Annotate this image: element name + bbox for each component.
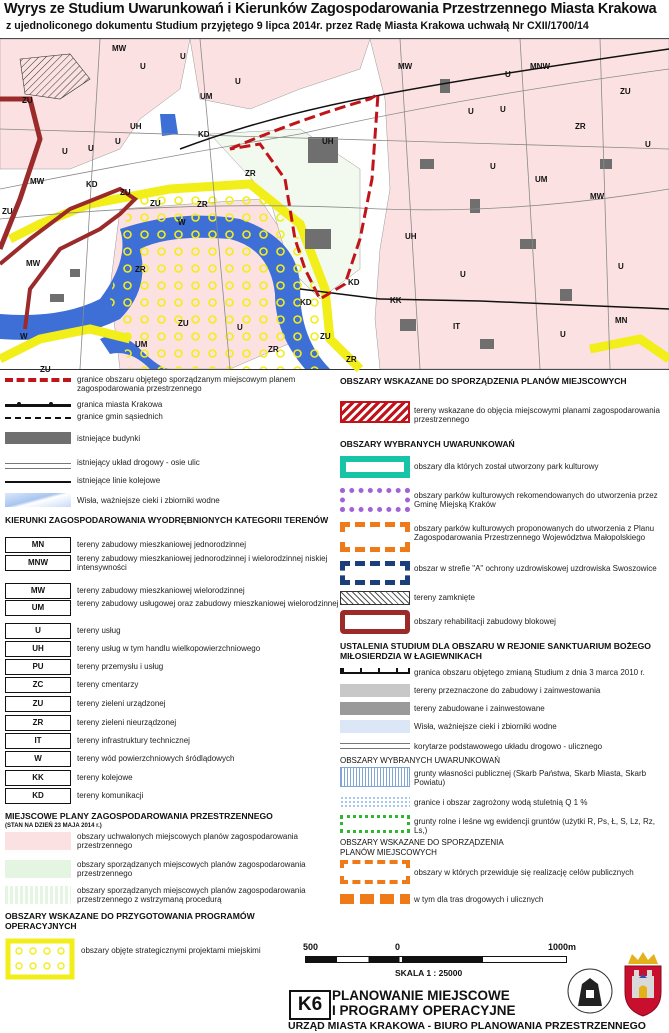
kierunek-text: tereny usług w tym handlu wielkopowierzchniowego <box>77 644 261 653</box>
legend-row-roads: istniejący układ drogowy - osie ulic <box>5 458 335 477</box>
legend-row-kierunek <box>5 733 335 752</box>
legend-row-kierunek <box>5 677 335 696</box>
footer-title-line1: PLANOWANIE MIEJSCOWE <box>332 988 510 1003</box>
legend-row-kierunek <box>5 599 339 619</box>
svg-text:MNW: MNW <box>530 62 550 71</box>
bpp-logo-icon <box>560 966 620 1016</box>
svg-text:U: U <box>505 70 511 79</box>
svg-text:ZU: ZU <box>178 319 189 328</box>
svg-text:U: U <box>180 52 186 61</box>
map-title: Wyrys ze Studium Uwarunkowań i Kierunków Zagospodarowania Przestrzennego Miasta Krakowa <box>4 1 657 17</box>
legend-row-kierunek <box>5 751 335 770</box>
legend-row-kierunek <box>5 555 335 574</box>
svg-text:U: U <box>140 62 146 71</box>
kierunek-text: tereny infrastruktury technicznej <box>77 736 190 745</box>
svg-text:U: U <box>490 162 496 171</box>
footer-org: URZĄD MIASTA KRAKOWA - BIURO PLANOWANIA PRZESTRZENNEGO <box>288 1020 646 1032</box>
uwar-heading: OBSZARY WYBRANYCH UWARUNKOWAŃ <box>340 439 515 449</box>
svg-text:U: U <box>460 270 466 279</box>
svg-text:ZU: ZU <box>120 188 131 197</box>
krakow-coat-of-arms-icon <box>620 950 666 1018</box>
kierunek-code: UM <box>5 600 71 616</box>
svg-text:ZU: ZU <box>22 96 33 105</box>
kierunek-text: tereny usług <box>77 626 121 635</box>
plany-heading: MIEJSCOWE PLANY ZAGOSPODAROWANIA PRZESTRZENNEGO <box>5 811 273 821</box>
kierunek-code: ZR <box>5 715 71 731</box>
kierunek-text: tereny komunikacji <box>77 791 144 800</box>
kierunek-text: tereny kolejowe <box>77 773 133 782</box>
svg-text:MW: MW <box>112 44 127 53</box>
svg-text:U: U <box>62 147 68 156</box>
kierunek-text: tereny przemysłu i usług <box>77 662 164 671</box>
sank-heading: USTALENIA STUDIUM DLA OBSZARU W REJONIE SANKTUARIUM BOŻEGO MIŁOSIERDZIA W ŁAGIEWNIKACH <box>340 641 651 661</box>
svg-text:U: U <box>235 77 241 86</box>
legend-row-kierunek <box>5 623 335 642</box>
kierunek-text: tereny zieleni nieurządzonej <box>77 718 177 727</box>
kierunek-text: tereny zabudowy usługowej oraz zabudowy mieszkaniowej wielorodzinnej <box>77 599 339 608</box>
svg-text:ZR: ZR <box>197 200 208 209</box>
kierunek-text: tereny zabudowy mieszkaniowej jednorodzinnej i wielorodzinnej niskiej intensywności <box>77 554 328 572</box>
svg-text:ZU: ZU <box>2 207 13 216</box>
svg-text:U: U <box>645 140 651 149</box>
svg-text:ZU: ZU <box>40 365 51 374</box>
footer-title-line2: I PROGRAMY OPERACYJNE <box>332 1003 516 1018</box>
map-area[interactable] <box>0 38 669 374</box>
sheet-code: K6 <box>289 990 331 1020</box>
svg-text:UH: UH <box>405 232 417 241</box>
svg-text:UM: UM <box>535 175 548 184</box>
kierunek-code: U <box>5 623 71 639</box>
legend-row-buildings: istniejące budynki <box>5 432 335 451</box>
legend-row-city-boundary: granica miasta Krakowa <box>5 400 335 419</box>
svg-text:MN: MN <box>615 316 628 325</box>
svg-text:KD: KD <box>300 298 312 307</box>
sank-uwar-heading: OBSZARY WYBRANYCH UWARUNKOWAŃ <box>340 756 501 765</box>
svg-text:ZR: ZR <box>268 345 279 354</box>
kierunek-text: tereny zabudowy mieszkaniowej jednorodzinnej <box>77 540 246 549</box>
legend-row-plan-sporzadzane: obszary sporządzanych miejscowych planów zagospodarowania przestrzennego <box>5 860 335 879</box>
kierunek-code: MW <box>5 583 71 599</box>
legend-row-plan-wstrzymane: obszary sporządzanych miejscowych planów zagospodarowania przestrzennego z wstrzymaną procedurą <box>5 886 335 905</box>
kierunki-heading: KIERUNKI ZAGOSPODAROWANIA WYODRĘBNIONYCH KATEGORII TERENÓW <box>5 515 329 525</box>
legend-row-kierunek <box>5 641 335 660</box>
legend-row-plan-uchwalone: obszary uchwalonych miejscowych planów zagospodarowania przestrzennego <box>5 832 335 851</box>
svg-text:MW: MW <box>590 192 605 201</box>
legend-row-plan-boundary: granice obszaru objętego sporządzanym miejscowym planem zagospodarowania przestrzennego <box>5 375 335 394</box>
kierunek-code: ZU <box>5 696 71 712</box>
kierunek-code: PU <box>5 659 71 675</box>
svg-text:ZU: ZU <box>150 199 161 208</box>
svg-text:W: W <box>178 218 186 227</box>
svg-text:ZU: ZU <box>320 332 331 341</box>
kierunek-code: ZC <box>5 677 71 693</box>
map-canvas <box>0 39 669 374</box>
svg-text:U: U <box>468 107 474 116</box>
legend-row-rail: istniejące linie kolejowe <box>5 476 335 495</box>
svg-text:ZU: ZU <box>620 87 631 96</box>
right-plany-heading: OBSZARY WSKAZANE DO SPORZĄDZENIA PLANÓW MIEJSCOWYCH <box>340 376 627 386</box>
plany-sub: (STAN NA DZIEŃ 23 MAJA 2014 r.) <box>5 823 102 829</box>
svg-text:MW: MW <box>26 259 41 268</box>
svg-text:ZR: ZR <box>575 122 586 131</box>
kierunek-code: KD <box>5 788 71 804</box>
kierunek-text: tereny zieleni urządzonej <box>77 699 166 708</box>
legend-row-water: Wisła, ważniejsze cieki i zbiorniki wodne <box>5 493 335 512</box>
svg-text:U: U <box>560 330 566 339</box>
legend-row-kierunek <box>5 715 335 734</box>
map-subtitle: z ujednoliconego dokumentu Studium przyjętego 9 lipca 2014r. przez Radę Miasta Krakowa uchwałą Nr CXII/1700/14 <box>6 20 589 32</box>
svg-text:UH: UH <box>322 137 334 146</box>
svg-text:U: U <box>88 144 94 153</box>
svg-text:ZR: ZR <box>135 265 146 274</box>
svg-text:IT: IT <box>453 322 461 331</box>
kierunek-text: tereny cmentarzy <box>77 680 139 689</box>
kierunek-code: MN <box>5 537 71 553</box>
kierunek-code: W <box>5 751 71 767</box>
svg-text:MW: MW <box>30 177 45 186</box>
kierunek-code: KK <box>5 770 71 786</box>
legend-row-kierunek <box>5 696 335 715</box>
svg-text:W: W <box>20 332 28 341</box>
legend-row-programy: obszary objęte strategicznymi projektami miejskimi <box>5 938 335 978</box>
sank-plany-heading: OBSZARY WSKAZANE DO SPORZĄDZENIA PLANÓW MIEJSCOWYCH <box>340 838 504 857</box>
scale-graphic <box>305 956 567 963</box>
svg-text:KD: KD <box>198 130 210 139</box>
svg-text:ZR: ZR <box>245 169 256 178</box>
svg-text:MW: MW <box>398 62 413 71</box>
legend-row-kierunek <box>5 770 335 789</box>
svg-text:KK: KK <box>390 296 402 305</box>
svg-text:UM: UM <box>200 92 213 101</box>
scale-text: SKALA 1 : 25000 <box>395 968 463 978</box>
svg-text:U: U <box>115 137 121 146</box>
kierunek-code: MNW <box>5 555 71 571</box>
svg-text:U: U <box>500 105 506 114</box>
legend-row-gmin-boundary: granice gmin sąsiednich <box>5 412 335 431</box>
legend-row-kierunek <box>5 788 335 807</box>
kierunek-code: IT <box>5 733 71 749</box>
scale-label-0: 0 <box>395 942 401 952</box>
scale-label-500: 500 <box>303 942 319 952</box>
svg-text:UM: UM <box>135 340 148 349</box>
svg-text:U: U <box>237 323 243 332</box>
scale-label-1000: 1000m <box>548 942 577 952</box>
svg-text:UH: UH <box>130 122 142 131</box>
programy-heading: OBSZARY WSKAZANE DO PRZYGOTOWANIA PROGRAMÓW OPERACYJNYCH <box>5 911 255 931</box>
svg-text:U: U <box>618 262 624 271</box>
kierunek-code: UH <box>5 641 71 657</box>
kierunek-text: tereny zabudowy mieszkaniowej wielorodzinnej <box>77 586 245 595</box>
svg-text:KD: KD <box>86 180 98 189</box>
svg-text:KD: KD <box>348 278 360 287</box>
legend-row-kierunek <box>5 659 335 678</box>
kierunek-text: tereny wód powierzchniowych śródlądowych <box>77 754 235 763</box>
svg-text:ZR: ZR <box>346 355 357 364</box>
